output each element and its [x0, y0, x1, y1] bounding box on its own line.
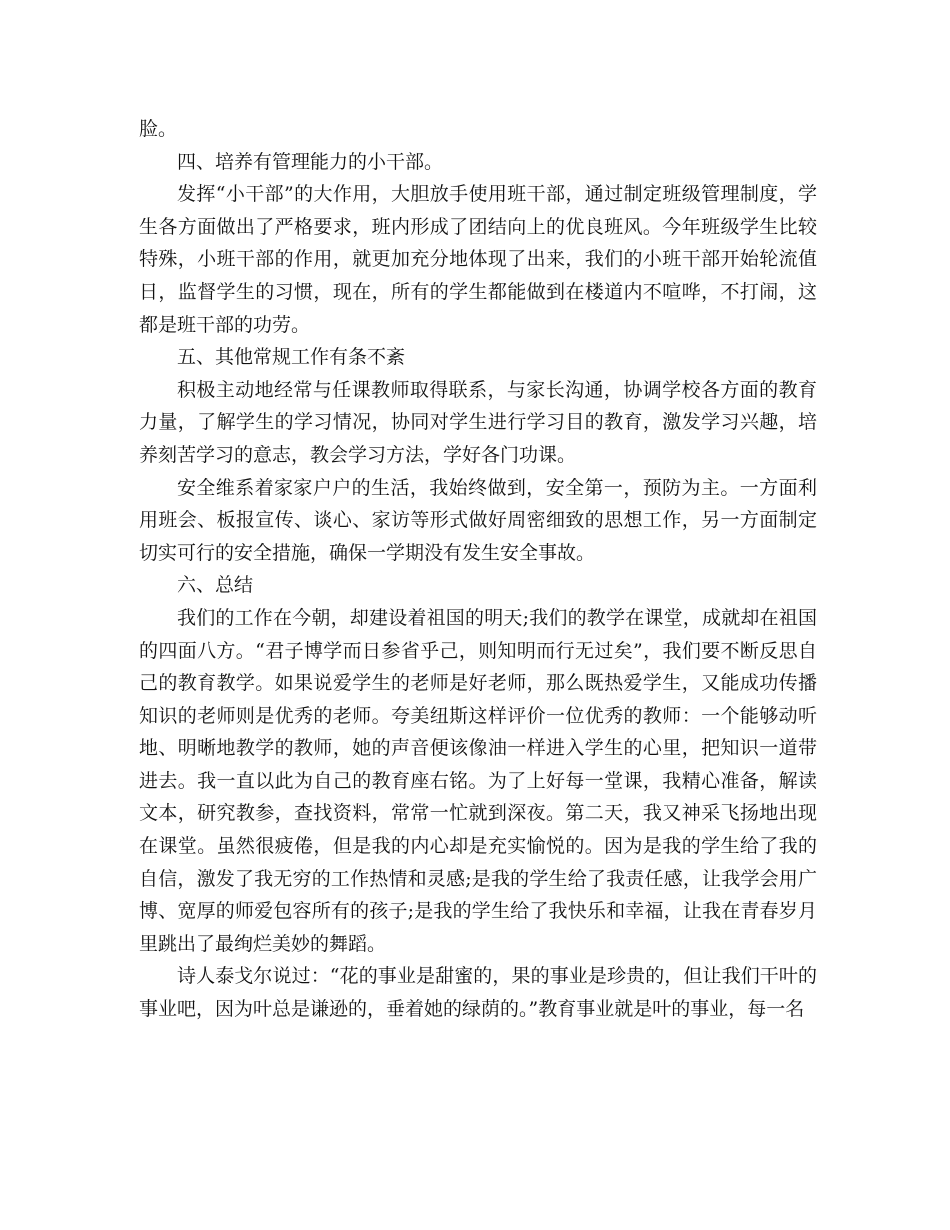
paragraph: 我们的工作在今朝，却建设着祖国的明天;我们的教学在课堂，成就却在祖国的四面八方。“君子博学而日参省乎己，则知明而行无过矣”，我们要不断反思自己的教育教学。如果说爱学生的老师是好老师，那么既热爱学生，又能成功传播知识的老师则是优秀的老师。夸美纽斯这样评价一位优秀的教师：一个能够动听地、明晰地教学的教师，她的声音便该像油一样进入学生的心里，把知识一道带进去。我一直以此为自己的教育座右铭。为了上好每一堂课，我精心准备，解读文本，研究教参，查找资料，常常一忙就到深夜。第二天，我又神采飞扬地出现在课堂。虽然很疲倦，但是我的内心却是充实愉悦的。因为是我的学生给了我的自信，激发了我无穷的工作热情和灵感;是我的学生给了我责任感，让我学会用广博、宽厚的师爱包容所有的孩子;是我的学生给了我快乐和幸福，让我在青春岁月里跳出了最绚烂美妙的舞蹈。: [139, 606, 817, 955]
document-body: [139, 113, 817, 1026]
section-heading-5: 五、其他常规工作有条不紊: [177, 346, 406, 369]
paragraph: 积极主动地经常与任课教师取得联系，与家长沟通，协调学校各方面的教育力量，了解学生的学习情况，协同对学生进行学习目的教育，激发学习兴趣，培养刻苦学习的意志，教会学习方法，学好各门功课。: [139, 378, 817, 466]
section-heading-6: 六、总结: [177, 574, 254, 597]
section-heading-4: 四、培养有管理能力的小干部。: [177, 150, 444, 173]
paragraph: 诗人泰戈尔说过：“花的事业是甜蜜的，果的事业是珍贵的，但让我们干叶的事业吧，因为叶总是谦逊的，垂着她的绿荫的。”教育事业就是叶的事业，每一名: [139, 965, 817, 1021]
paragraph-continuation: 脸。: [139, 118, 178, 140]
paragraph: 安全维系着家家户户的生活，我始终做到，安全第一，预防为主。一方面利用班会、板报宣传、谈心、家访等形式做好周密细致的思想工作，另一方面制定切实可行的安全措施，确保一学期没有发生安全事故。: [139, 476, 817, 564]
paragraph: 发挥“小干部”的大作用，大胆放手使用班干部，通过制定班级管理制度，学生各方面做出了严格要求，班内形成了团结向上的优良班风。今年班级学生比较特殊，小班干部的作用，就更加充分地体现了出来，我们的小班干部开始轮流值日，监督学生的习惯，现在，所有的学生都能做到在楼道内不喧哗，不打闹，这都是班干部的功劳。: [139, 183, 817, 336]
